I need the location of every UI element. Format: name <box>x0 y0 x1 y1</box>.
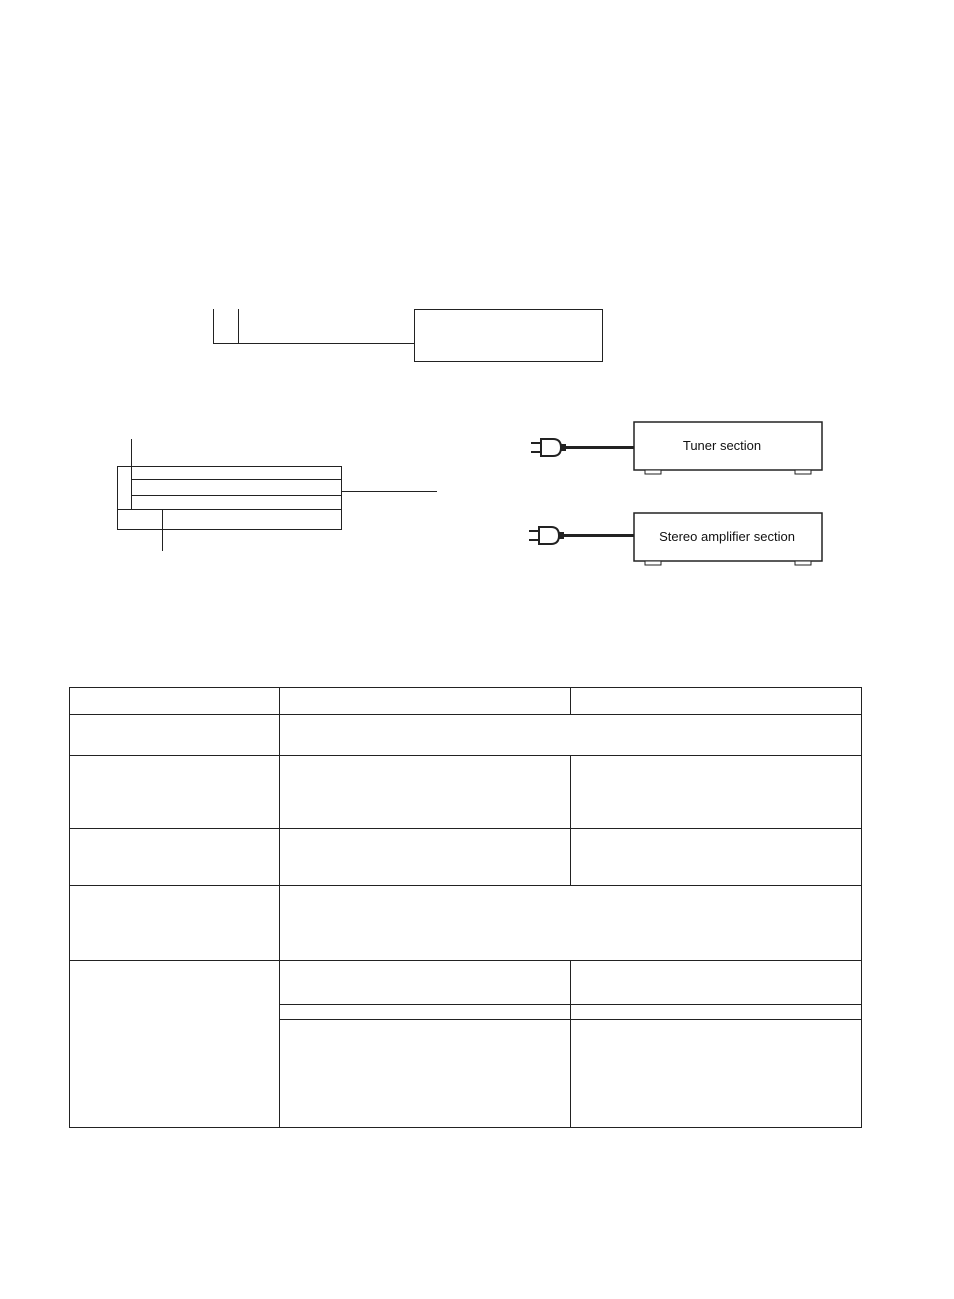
table-cell <box>70 756 280 829</box>
table-row <box>70 886 862 961</box>
tuner-plug-icon <box>531 439 566 456</box>
table-cell <box>571 961 862 1005</box>
table-cell <box>70 715 280 756</box>
table-cell <box>280 886 862 961</box>
table-cell <box>571 1005 862 1020</box>
table-cell <box>70 961 280 1128</box>
table-header-cell <box>571 688 862 715</box>
amplifier-plug-icon <box>529 527 564 544</box>
table-cell <box>280 1005 571 1020</box>
table-row <box>70 829 862 886</box>
table-cell <box>280 829 571 886</box>
table-cell <box>280 715 862 756</box>
amplifier-unit <box>529 513 822 565</box>
table-row <box>70 961 862 1005</box>
table-header-cell <box>70 688 280 715</box>
table-cell <box>571 756 862 829</box>
table-cell <box>571 829 862 886</box>
spec-table <box>69 687 862 1128</box>
amplifier-foot-right <box>795 561 811 565</box>
table-cell <box>571 1020 862 1128</box>
tuner-unit <box>531 422 822 474</box>
table-cell <box>280 1020 571 1128</box>
tuner-foot-left <box>645 470 661 474</box>
amplifier-label: Stereo amplifier section <box>659 529 795 544</box>
table-row <box>70 715 862 756</box>
tuner-foot-right <box>795 470 811 474</box>
table-cell <box>70 886 280 961</box>
table-cell <box>70 829 280 886</box>
table-cell <box>280 756 571 829</box>
table-row <box>70 756 862 829</box>
table-header-cell <box>280 688 571 715</box>
tuner-label: Tuner section <box>682 438 762 453</box>
table-row <box>70 688 862 715</box>
table-cell <box>280 961 571 1005</box>
amplifier-foot-left <box>645 561 661 565</box>
